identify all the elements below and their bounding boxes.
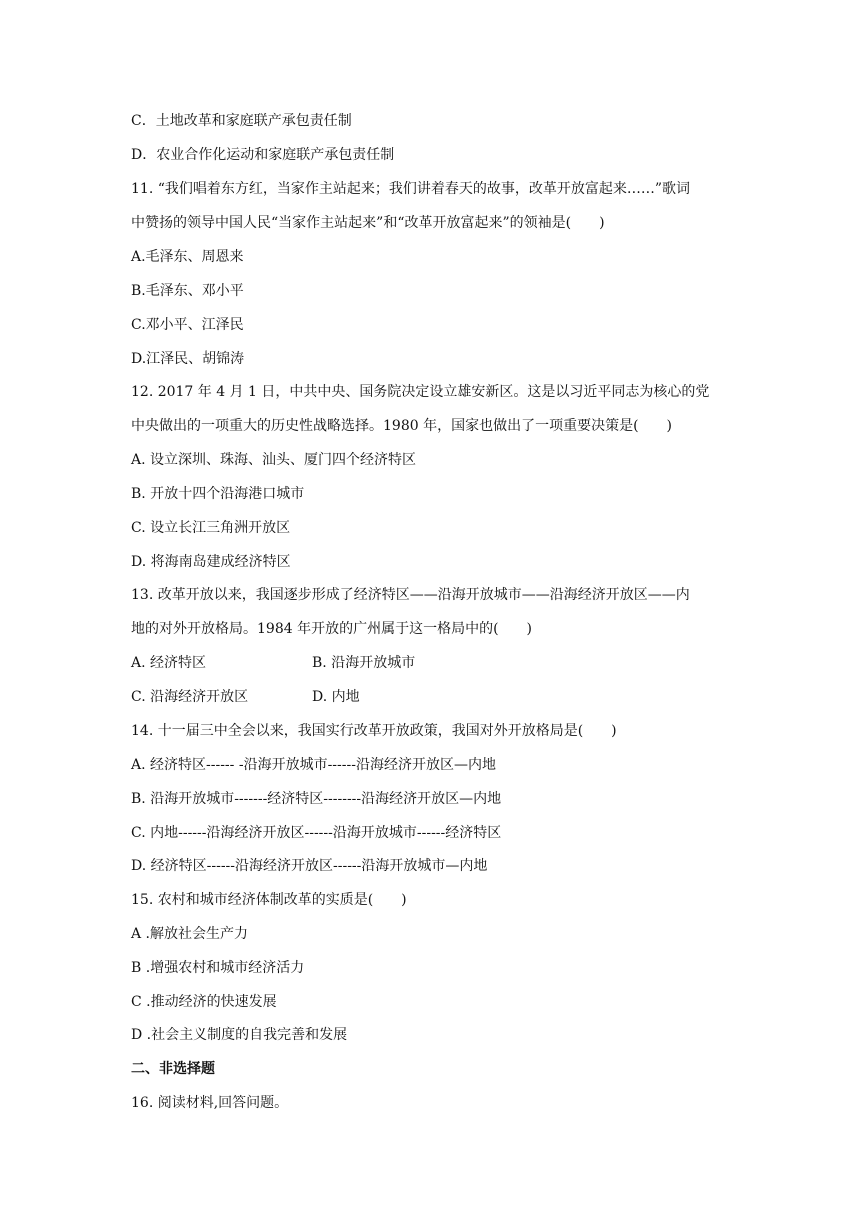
q14-option-a: A. 经济特区------ -沿海开放城市------沿海经济开放区—内地 bbox=[131, 757, 496, 773]
q12-stem-line2: 中央做出的一项重大的历史性战略选择。1980 年，国家也做出了一项重要决策是( ) bbox=[131, 418, 673, 434]
q15-option-d: D .社会主义制度的自我完善和发展 bbox=[131, 1027, 348, 1043]
q13-option-d: D. 内地 bbox=[312, 689, 360, 705]
q13-stem-line1: 13. 改革开放以来，我国逐步形成了经济特区——沿海开放城市——沿海经济开放区——内 bbox=[131, 587, 690, 603]
q12-option-b: B. 开放十四个沿海港口城市 bbox=[131, 486, 305, 502]
q11-option-a: A.毛泽东、周恩来 bbox=[131, 249, 244, 265]
q15-option-a: A .解放社会生产力 bbox=[131, 926, 249, 942]
q16-stem: 16. 阅读材料,回答问题。 bbox=[131, 1095, 289, 1111]
q15-option-c: C .推动经济的快速发展 bbox=[131, 994, 277, 1010]
q11-option-b: B.毛泽东、邓小平 bbox=[131, 283, 244, 299]
q10-option-d: D．农业合作化运动和家庭联产承包责任制 bbox=[131, 147, 395, 163]
q10-option-c: C．土地改革和家庭联产承包责任制 bbox=[131, 113, 352, 129]
q12-option-d: D. 将海南岛建成经济特区 bbox=[131, 554, 291, 570]
q13-option-c: C. 沿海经济开放区 bbox=[131, 689, 249, 705]
q11-stem-line1: 11. “我们唱着东方红，当家作主站起来；我们讲着春天的故事，改革开放富起来……”歌词 bbox=[131, 181, 691, 197]
q13-option-b: B. 沿海开放城市 bbox=[312, 655, 416, 671]
q15-option-b: B .增强农村和城市经济活力 bbox=[131, 960, 305, 976]
q12-option-c: C. 设立长江三角洲开放区 bbox=[131, 520, 291, 536]
q14-option-b: B. 沿海开放城市-------经济特区--------沿海经济开放区—内地 bbox=[131, 791, 502, 807]
q11-option-c: C.邓小平、江泽民 bbox=[131, 317, 244, 333]
q11-option-d: D.江泽民、胡锦涛 bbox=[131, 351, 245, 367]
q13-stem-line2: 地的对外开放格局。1984 年开放的广州属于这一格局中的( ) bbox=[131, 621, 533, 637]
section-heading-non-choice: 二、非选择题 bbox=[131, 1061, 215, 1077]
q15-stem: 15. 农村和城市经济体制改革的实质是( ) bbox=[131, 892, 407, 908]
q13-option-a: A. 经济特区 bbox=[131, 655, 207, 671]
q12-stem-line1: 12. 2017 年 4 月 1 日，中共中央、国务院决定设立雄安新区。这是以习近平同志为核心的党 bbox=[131, 384, 710, 400]
q14-stem: 14. 十一届三中全会以来，我国实行改革开放政策，我国对外开放格局是( ) bbox=[131, 723, 617, 739]
q14-option-d: D. 经济特区------沿海经济开放区------沿海开放城市—内地 bbox=[131, 858, 488, 874]
q14-option-c: C. 内地------沿海经济开放区------沿海开放城市------经济特区 bbox=[131, 825, 502, 841]
q12-option-a: A. 设立深圳、珠海、汕头、厦门四个经济特区 bbox=[131, 452, 417, 468]
q11-stem-line2: 中赞扬的领导中国人民“当家作主站起来”和“改革开放富起来”的领袖是( ) bbox=[131, 215, 605, 231]
